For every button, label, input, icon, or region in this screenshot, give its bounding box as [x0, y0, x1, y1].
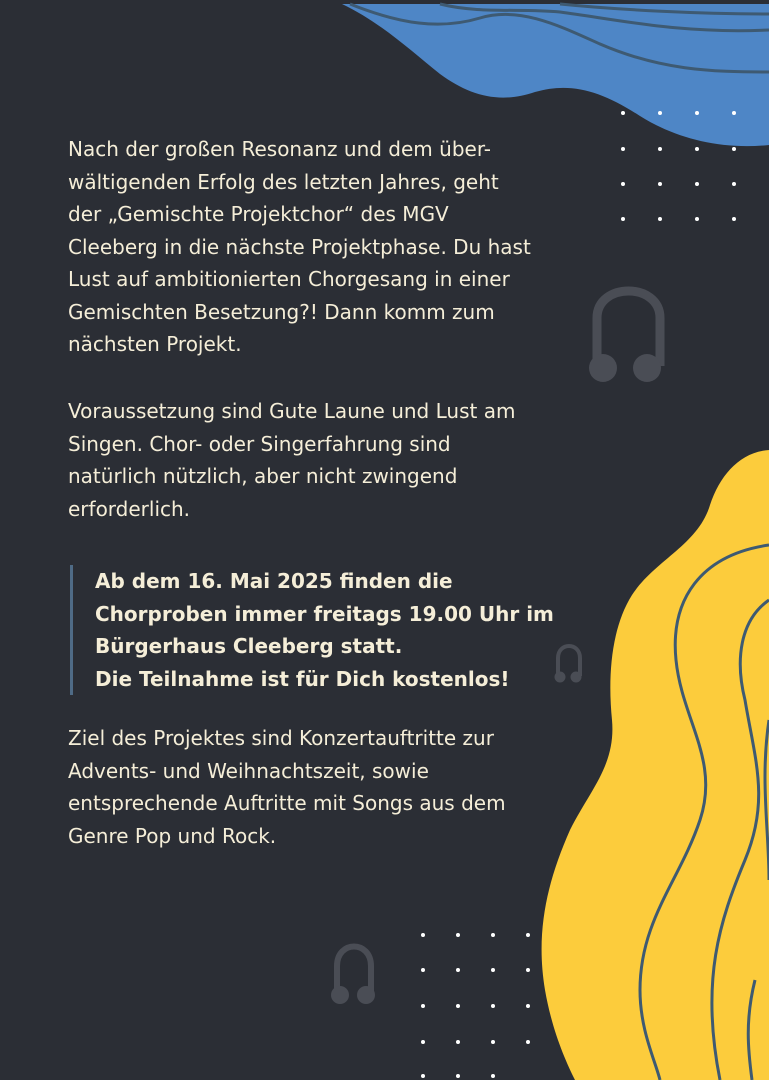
music-note-icon: [331, 947, 375, 1005]
goal-paragraph: Ziel des Projektes sind Konzertauftritte zur Advents- und Weihnachtszeit, sowie entsprechende Auftritte mit Songs aus dem Genre Pop und Rock.: [68, 726, 506, 848]
free-participation-text: Die Teilnahme ist für Dich kostenlos!: [95, 666, 510, 691]
music-note-icon: [589, 291, 661, 382]
requirements-paragraph: Voraussetzung sind Gute Laune und Lust am Singen. Chor- oder Singerfahrung sind natürlich nützlich, aber nicht zwingend erforderlich.: [68, 399, 516, 521]
dot-grid-bottom: [421, 933, 530, 1078]
highlight-callout: [70, 565, 565, 695]
intro-paragraph: Nach der großen Resonanz und dem über-wältigenden Erfolg des letzten Jahres, geht der „Gemischte Projektchor“ des MGV Cleeberg in die nächste Projektphase. Du hast Lust auf ambitionierten Chorgesang in einer Gemischten Besetzung?! Dann komm zum nächsten Projekt.: [68, 137, 531, 356]
schedule-text: Ab dem 16. Mai 2025 finden die Chorproben immer freitags 19.00 Uhr im Bürgerhaus Cleeberg statt.: [95, 569, 554, 658]
yellow-wave-shape: [542, 450, 769, 1080]
